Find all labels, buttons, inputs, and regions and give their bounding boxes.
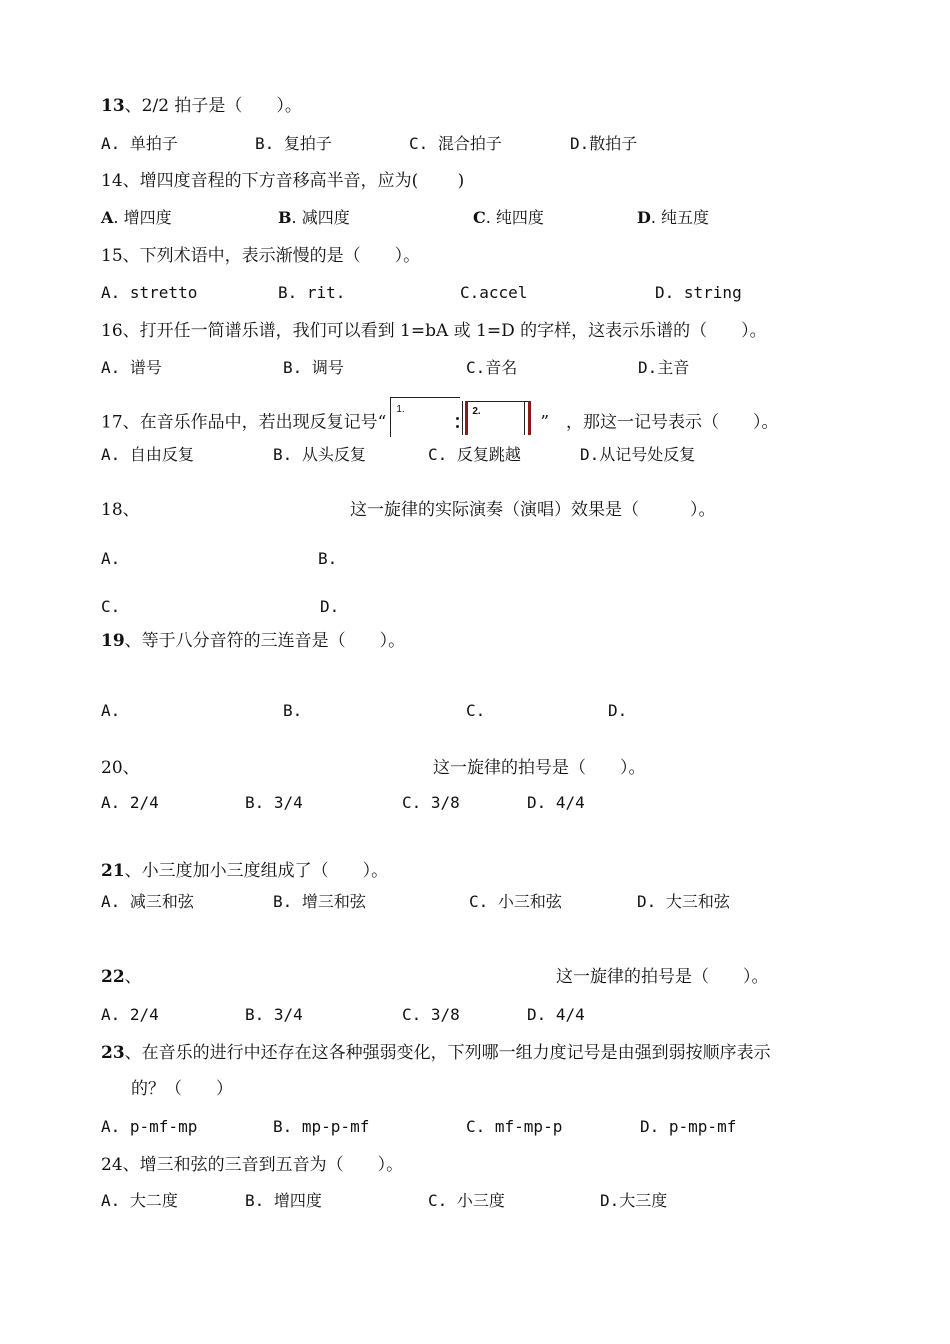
option-b[interactable]: B. <box>318 549 338 568</box>
question-number: 21 <box>101 861 125 881</box>
option-b[interactable]: B. 增四度 <box>245 1191 322 1210</box>
option-d[interactable]: D.从记号处反复 <box>580 445 696 464</box>
question-17: 17、在音乐作品中，若出现反复记号“ 1. 2. ” ，那这一记号表示（ ）。 <box>101 409 779 437</box>
option-c[interactable]: C.音名 <box>466 358 518 377</box>
option-a[interactable]: A. <box>101 549 121 568</box>
option-c[interactable]: C. <box>101 597 121 616</box>
question-number: 13 <box>101 96 125 116</box>
option-c[interactable]: C. 3/8 <box>402 793 460 812</box>
question-20: 20、 <box>101 758 140 778</box>
option-b[interactable]: B. 从头反复 <box>273 445 366 464</box>
option-a[interactable]: A. p-mf-mp <box>101 1117 198 1136</box>
option-c[interactable]: C. <box>466 701 486 720</box>
question-15: 15、下列术语中，表示渐慢的是（ ）。 <box>101 246 421 266</box>
question-stem: 这一旋律的拍号是（ ）。 <box>556 967 769 987</box>
option-b[interactable]: B. 减四度 <box>278 208 350 227</box>
option-d[interactable]: D.主音 <box>638 358 690 377</box>
option-d[interactable]: D. 4/4 <box>527 793 585 812</box>
option-b[interactable]: B. 增三和弦 <box>273 892 366 911</box>
option-b[interactable]: B. mp-p-mf <box>273 1117 370 1136</box>
question-21: 21、小三度加小三度组成了（ ）。 <box>101 861 389 881</box>
question-number: 23 <box>101 1043 125 1063</box>
question-number: 18 <box>101 500 123 520</box>
option-d[interactable]: D. 4/4 <box>527 1005 585 1024</box>
option-a[interactable]: A. 2/4 <box>101 793 159 812</box>
option-a[interactable]: A. 大二度 <box>101 1191 178 1210</box>
question-number: 17 <box>101 412 123 433</box>
question-number: 20 <box>101 758 123 778</box>
option-c[interactable]: C. 小三度 <box>428 1191 505 1210</box>
question-stem: 等于八分音符的三连音是（ ）。 <box>141 631 406 651</box>
option-d[interactable]: D. p-mp-mf <box>640 1117 737 1136</box>
option-a[interactable]: A. 增四度 <box>101 208 172 227</box>
option-d[interactable]: D.大三度 <box>600 1191 668 1210</box>
option-d[interactable]: D.散拍子 <box>570 134 638 153</box>
option-b[interactable]: B. 调号 <box>283 358 344 377</box>
question-19: 19、等于八分音符的三连音是（ ）。 <box>101 631 406 651</box>
question-18: 18、 <box>101 500 140 520</box>
option-b[interactable]: B. <box>283 701 303 720</box>
option-b[interactable]: B. 3/4 <box>245 793 303 812</box>
question-24: 24、增三和弦的三音到五音为（ ）。 <box>101 1155 404 1175</box>
option-a[interactable]: A. 谱号 <box>101 358 162 377</box>
option-a[interactable]: A. 减三和弦 <box>101 892 194 911</box>
option-d[interactable]: D. <box>320 597 340 616</box>
question-stem: 增三和弦的三音到五音为（ ）。 <box>139 1155 404 1175</box>
option-c[interactable]: C. 混合拍子 <box>409 134 502 153</box>
question-13: 13、2/2 拍子是（ ）。 <box>101 96 302 116</box>
question-23: 23、在音乐的进行中还存在这各种强弱变化，下列哪一组力度记号是由强到弱按顺序表示 <box>101 1043 771 1063</box>
option-d[interactable]: D. <box>608 701 628 720</box>
option-a[interactable]: A. 自由反复 <box>101 445 194 464</box>
question-number: 15 <box>101 246 123 266</box>
option-d[interactable]: D. 纯五度 <box>637 208 710 227</box>
option-d[interactable]: D. string <box>655 283 742 302</box>
question-14: 14、增四度音程的下方音移高半音，应为( ) <box>101 171 465 191</box>
option-c[interactable]: C.accel <box>460 283 528 302</box>
question-stem: 打开任一简谱乐谱，我们可以看到 1=bA 或 1=D 的字样，这表示乐谱的（ ）。 <box>139 321 767 341</box>
option-c[interactable]: C. 反复跳越 <box>428 445 521 464</box>
repeat-sign-image: 1. 2. <box>388 397 538 437</box>
option-b[interactable]: B. 复拍子 <box>255 134 332 153</box>
question-stem: 小三度加小三度组成了（ ）。 <box>141 861 389 881</box>
question-stem: 2/2 拍子是（ ）。 <box>141 96 302 116</box>
option-a[interactable]: A. 单拍子 <box>101 134 178 153</box>
option-a[interactable]: A. <box>101 701 121 720</box>
option-a[interactable]: A. 2/4 <box>101 1005 159 1024</box>
option-c[interactable]: C. 纯四度 <box>473 208 544 227</box>
option-b[interactable]: B. rit. <box>278 283 346 302</box>
question-stem: 下列术语中，表示渐慢的是（ ）。 <box>139 246 421 266</box>
question-stem: 这一旋律的实际演奏（演唱）效果是（ ）。 <box>350 500 716 520</box>
question-stem: 增四度音程的下方音移高半音，应为( ) <box>139 171 465 191</box>
option-c[interactable]: C. 小三和弦 <box>469 892 562 911</box>
question-stem: 在音乐的进行中还存在这各种强弱变化，下列哪一组力度记号是由强到弱按顺序表示 <box>141 1043 771 1063</box>
option-d[interactable]: D. 大三和弦 <box>637 892 730 911</box>
question-number: 22 <box>101 967 125 987</box>
question-stem: 这一旋律的拍号是（ ）。 <box>433 758 646 778</box>
question-stem-continued: 的？（ ） <box>131 1079 233 1099</box>
option-a[interactable]: A. stretto <box>101 283 198 302</box>
question-number: 24 <box>101 1155 123 1175</box>
option-c[interactable]: C. mf-mp-p <box>466 1117 563 1136</box>
question-16: 16、打开任一简谱乐谱，我们可以看到 1=bA 或 1=D 的字样，这表示乐谱的（ ）。 <box>101 321 767 341</box>
question-number: 19 <box>101 631 125 651</box>
question-number: 16 <box>101 321 123 341</box>
question-number: 14 <box>101 171 123 191</box>
option-c[interactable]: C. 3/8 <box>402 1005 460 1024</box>
question-22: 22、 <box>101 967 142 987</box>
option-b[interactable]: B. 3/4 <box>245 1005 303 1024</box>
